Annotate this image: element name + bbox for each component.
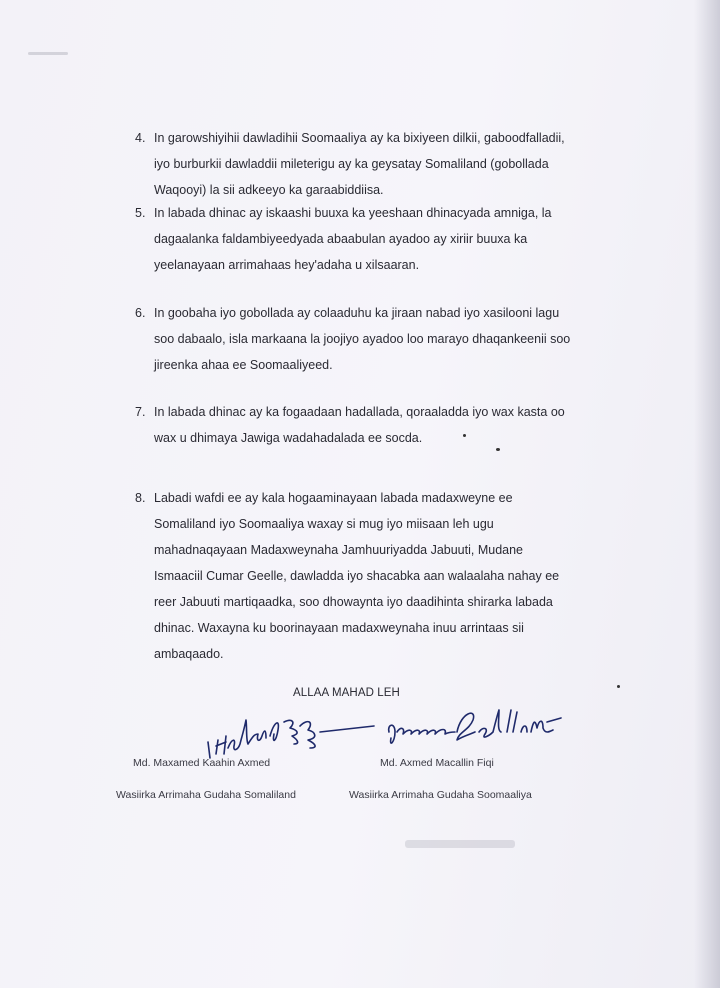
- item-line: In goobaha iyo gobollada ay colaaduhu ka jiraan nabad iyo xasilooni lagu: [154, 306, 560, 320]
- page-edge-shadow: [694, 0, 720, 988]
- item-number: 6.: [135, 306, 146, 320]
- item-line: reer Jabuuti martiqaadka, soo dhowaynta iyo daadihinta shirarka labada: [154, 595, 553, 609]
- top-left-mark: [28, 52, 68, 55]
- list-item-4: [135, 125, 587, 203]
- item-text: [154, 125, 587, 203]
- item-line: Somaliland iyo Soomaaliya waxay si mug iyo miisaan leh ugu: [154, 517, 494, 531]
- item-line: yeelanayaan arrimahaas hey'adaha u xilsaaran.: [154, 258, 420, 272]
- item-line: soo dabaalo, isla markaana la joojiyo ayadoo loo marayo dhaqankeenii soo: [154, 332, 571, 346]
- ink-speck: [496, 448, 500, 451]
- item-line: mahadnaqayaan Madaxweynaha Jamhuuriyadda Jabuuti, Mudane: [154, 543, 524, 557]
- ink-speck: [463, 434, 466, 437]
- item-line: In labada dhinac ay ka fogaadaan hadallada, qoraaladda iyo wax kasta oo: [154, 405, 565, 419]
- item-line: dhinac. Waxayna ku boorinayaan madaxweynaha inuu arrintaas sii: [154, 621, 524, 635]
- signatory-title-right: Wasiirka Arrimaha Gudaha Soomaaliya: [349, 789, 532, 801]
- closing-text: ALLAA MAHAD LEH: [293, 687, 400, 699]
- faint-smudge: [405, 840, 515, 848]
- ink-speck: [617, 685, 620, 688]
- item-line: In garowshiyihii dawladihii Soomaaliya ay ka bixiyeen dilkii, gaboodfalladii,: [154, 131, 565, 145]
- item-number: 7.: [135, 405, 146, 419]
- item-line: Ismaaciil Cumar Geelle, dawladda iyo shacabka aan walaalaha nahay ee: [154, 569, 560, 583]
- list-item-7: [135, 399, 587, 451]
- item-line: Waqooyi) la sii adkeeyo ka garaabiddiisa.: [154, 183, 384, 197]
- signatory-name-right: Md. Axmed Macallin Fiqi: [380, 757, 494, 769]
- item-number: 4.: [135, 131, 146, 145]
- list-item-5: [135, 200, 587, 278]
- item-line: Labadi wafdi ee ay kala hogaaminayaan labada madaxweyne ee: [154, 491, 513, 505]
- item-line: wax u dhimaya Jawiga wadahadalada ee socda.: [154, 431, 423, 445]
- item-line: ambaqaado.: [154, 647, 224, 661]
- list-item-6: [135, 300, 587, 378]
- item-text: [154, 485, 587, 667]
- item-number: 5.: [135, 206, 146, 220]
- item-line: jireenka ahaa ee Soomaaliyeed.: [154, 358, 333, 372]
- list-item-8: [135, 485, 587, 667]
- item-text: [154, 300, 587, 378]
- item-text: [154, 399, 587, 451]
- item-line: In labada dhinac ay iskaashi buuxa ka yeeshaan dhinacyada amniga, la: [154, 206, 552, 220]
- signatory-title-left: Wasiirka Arrimaha Gudaha Somaliland: [116, 789, 296, 801]
- signature-left: [200, 700, 375, 760]
- item-text: [154, 200, 587, 278]
- item-line: iyo burburkii dawladdii mileterigu ay ka geysatay Somaliland (gobollada: [154, 157, 549, 171]
- item-line: dagaalanka faldambiyeedyada abaabulan ayadoo ay xiriir buuxa ka: [154, 232, 528, 246]
- signature-right: [385, 702, 570, 752]
- item-number: 8.: [135, 491, 146, 505]
- signatory-name-left: Md. Maxamed Kaahin Axmed: [133, 757, 271, 769]
